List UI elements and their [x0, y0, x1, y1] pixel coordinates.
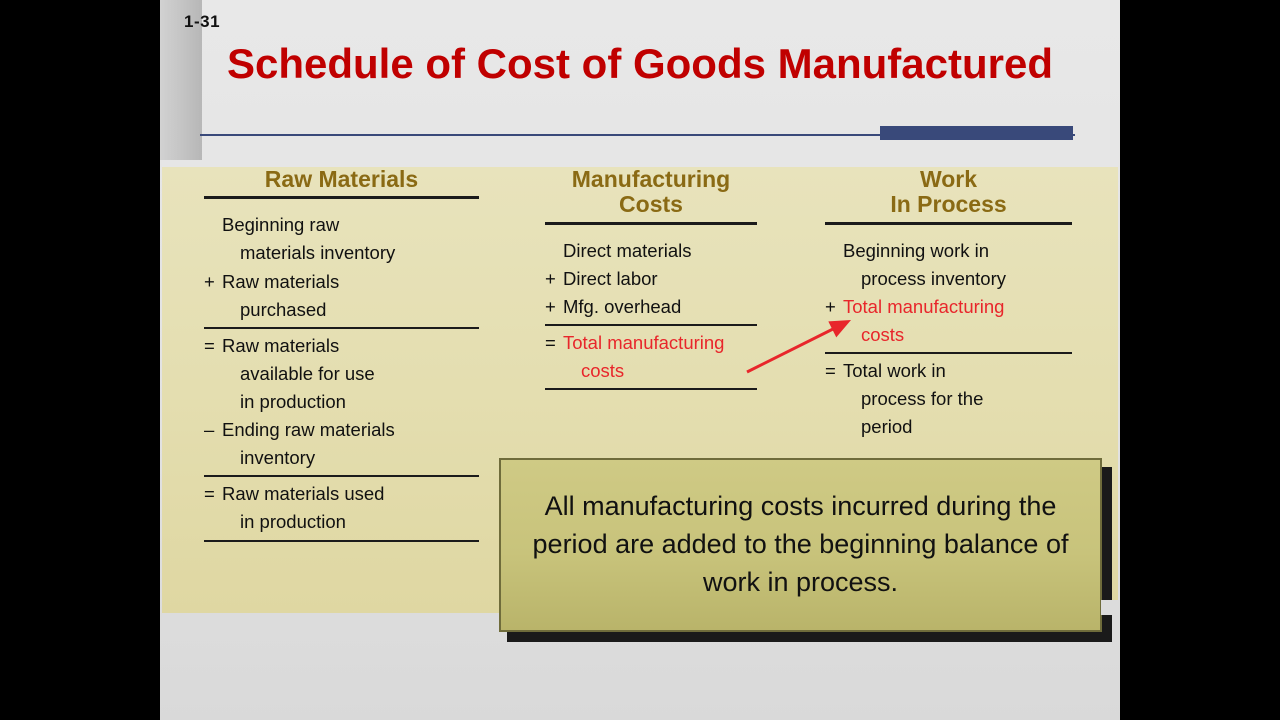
slide-number: 1-31	[184, 12, 221, 31]
callout-box	[499, 458, 1102, 632]
line-text: Direct labor	[563, 267, 658, 289]
line-text: Total manufacturing	[563, 331, 725, 353]
line-text: Beginning raw	[222, 214, 340, 236]
line-text: Ending raw materials	[222, 419, 395, 441]
line-text: inventory	[240, 447, 316, 469]
column-heading-line1: Work	[919, 166, 978, 192]
line-text: in production	[240, 511, 346, 533]
column-lines-manufacturing-costs	[545, 237, 757, 391]
line-operator: –	[204, 419, 215, 441]
line-text: process for the	[861, 388, 984, 410]
column-raw-materials	[204, 167, 479, 545]
column-heading-raw-materials	[204, 167, 479, 192]
column-manufacturing-costs	[545, 167, 757, 393]
callout-text: All manufacturing costs incurred during the period are added to the beginning balance of work in process.	[532, 491, 1069, 597]
line-text: costs	[581, 360, 625, 382]
line-text: Beginning work in	[843, 239, 990, 261]
page-title: Schedule of Cost of Goods Manufactured	[226, 40, 1054, 87]
line-text: Direct materials	[563, 239, 692, 261]
subtotal-rule	[204, 475, 479, 477]
column-heading-line2: In Process	[890, 191, 1007, 218]
presentation-slide	[160, 0, 1120, 720]
subtotal-rule	[825, 352, 1072, 354]
column-heading-rule	[825, 222, 1072, 225]
line-operator: +	[545, 295, 556, 317]
total-rule	[545, 388, 757, 390]
line-text: in production	[240, 390, 346, 412]
line-text: Mfg. overhead	[563, 295, 682, 317]
line-operator: =	[825, 360, 836, 382]
line-text: Raw materials	[222, 270, 340, 292]
line-text: Total work in	[843, 360, 946, 382]
line-text: Total manufacturing	[843, 295, 1005, 317]
subtotal-rule	[204, 327, 479, 329]
column-heading-line2: Raw Materials	[264, 166, 419, 192]
column-heading-line2: Costs	[619, 191, 683, 218]
line-text: period	[861, 416, 913, 438]
column-heading-work-in-process	[825, 167, 1072, 218]
line-text: available for use	[240, 362, 375, 384]
line-text: process inventory	[861, 267, 1006, 289]
title-accent-bar	[880, 126, 1073, 140]
line-operator: +	[204, 270, 215, 292]
column-heading-rule	[204, 196, 479, 199]
line-operator: =	[204, 483, 215, 505]
column-heading-manufacturing-costs	[545, 167, 757, 218]
red-arrow-connector	[742, 317, 862, 377]
column-lines-work-in-process	[825, 237, 1072, 442]
line-text: materials inventory	[240, 242, 396, 264]
line-text: purchased	[240, 298, 327, 320]
line-operator: +	[545, 267, 556, 289]
decorative-right-strip	[1101, 600, 1120, 615]
column-work-in-process	[825, 167, 1072, 441]
line-operator: =	[545, 331, 556, 353]
line-operator: =	[204, 334, 215, 356]
line-text: costs	[861, 323, 905, 345]
column-heading-rule	[545, 222, 757, 225]
content-panel	[162, 167, 1118, 613]
line-operator: +	[825, 295, 836, 317]
column-lines-raw-materials	[204, 211, 479, 541]
line-text: Raw materials	[222, 334, 340, 356]
column-heading-line1: Manufacturing	[571, 166, 731, 192]
total-rule	[204, 540, 479, 542]
line-text: Raw materials used	[222, 483, 385, 505]
subtotal-rule	[545, 324, 757, 326]
